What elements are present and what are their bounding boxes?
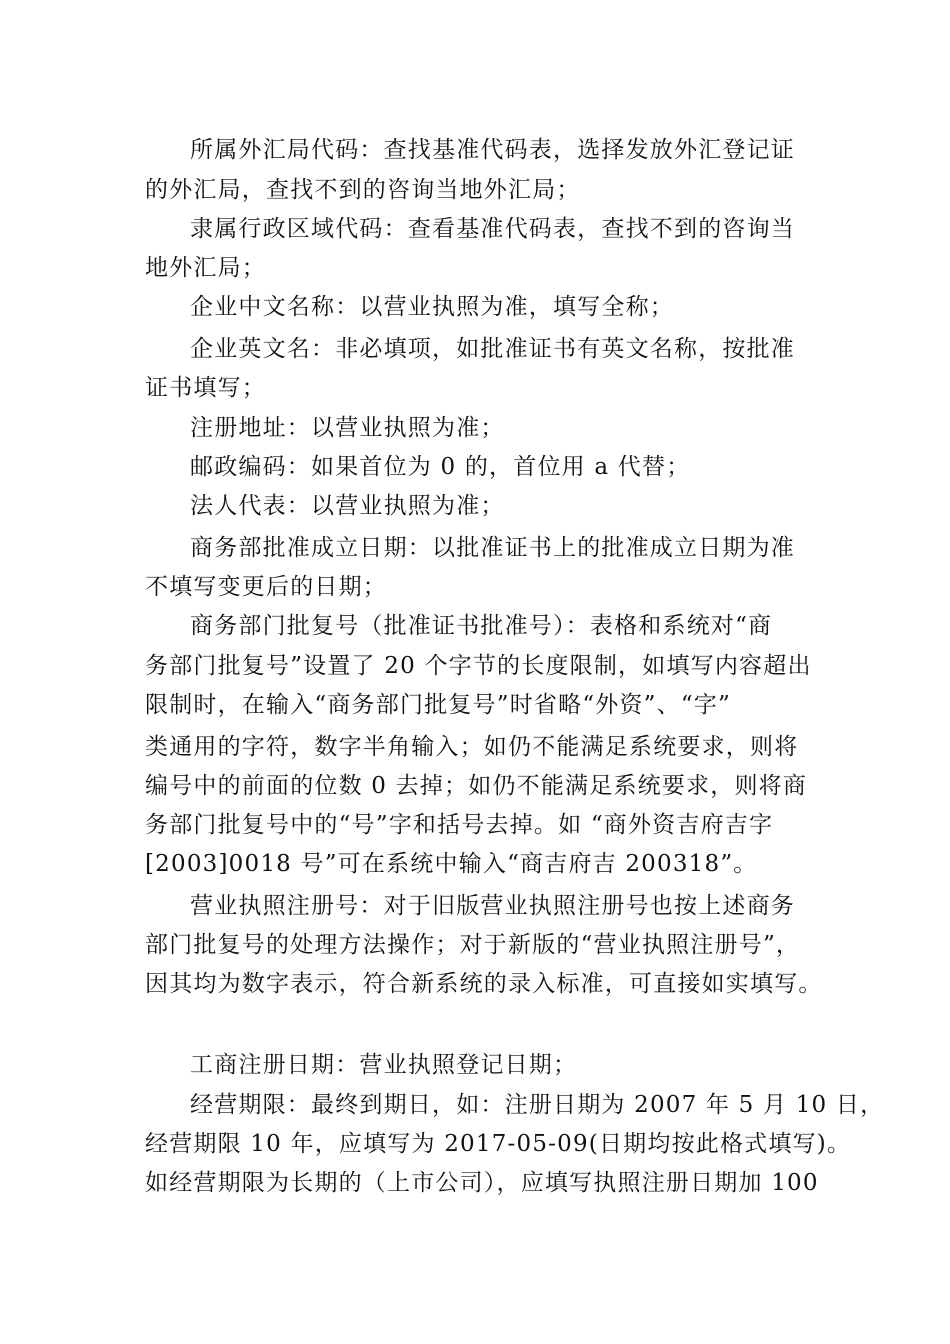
text-line: 因其均为数字表示，符合新系统的录入标准，可直接如实填写。: [145, 971, 823, 997]
text-line: 注册地址：以营业执照为准；: [190, 415, 505, 441]
text-line: 法人代表：以营业执照为准；: [190, 493, 505, 519]
text-line: 部门批复号的处理方法操作；对于新版的“营业执照注册号”，: [145, 932, 801, 958]
text-line: 地外汇局；: [145, 255, 266, 281]
text-line: 隶属行政区域代码：查看基准代码表，查找不到的咨询当: [190, 216, 795, 242]
text-line: [2003]0018 号”可在系统中输入“商吉府吉 200318”。: [145, 851, 758, 877]
text-line: 所属外汇局代码：查找基准代码表，选择发放外汇登记证: [190, 137, 795, 163]
text-line: 经营期限：最终到期日，如：注册日期为 2007 年 5 月 10 日，: [190, 1092, 885, 1118]
text-line: 务部门批复号中的“号”字和括号去掉。如 “商外资吉府吉字: [145, 812, 774, 838]
text-line: 企业英文名：非必填项，如批准证书有英文名称，按批准: [190, 336, 795, 362]
text-line: 类通用的字符，数字半角输入；如仍不能满足系统要求，则将: [145, 734, 799, 760]
text-line: 如经营期限为长期的（上市公司），应填写执照注册日期加 100: [145, 1170, 819, 1196]
text-line: 商务部门批复号（批准证书批准号）：表格和系统对“商: [190, 613, 773, 639]
text-line: 企业中文名称：以营业执照为准，填写全称；: [190, 294, 674, 320]
text-line: 经营期限 10 年，应填写为 2017-05-09(日期均按此格式填写)。: [145, 1131, 852, 1157]
text-line: 证书填写；: [145, 375, 266, 401]
text-line: 商务部批准成立日期：以批准证书上的批准成立日期为准: [190, 535, 795, 561]
text-line: 工商注册日期：营业执照登记日期；: [190, 1052, 578, 1078]
text-line: 编号中的前面的位数 0 去掉；如仍不能满足系统要求，则将商: [145, 773, 808, 799]
text-line: 的外汇局，查找不到的咨询当地外汇局；: [145, 177, 581, 203]
text-line: 务部门批复号”设置了 20 个字节的长度限制，如填写内容超出: [145, 653, 812, 679]
text-line: 不填写变更后的日期；: [145, 574, 387, 600]
text-line: 营业执照注册号：对于旧版营业执照注册号也按上述商务: [190, 893, 795, 919]
text-line: 限制时，在输入“商务部门批复号”时省略“外资”、“字”: [145, 692, 731, 718]
text-line: 邮政编码：如果首位为 0 的，首位用 a 代替；: [190, 454, 691, 480]
